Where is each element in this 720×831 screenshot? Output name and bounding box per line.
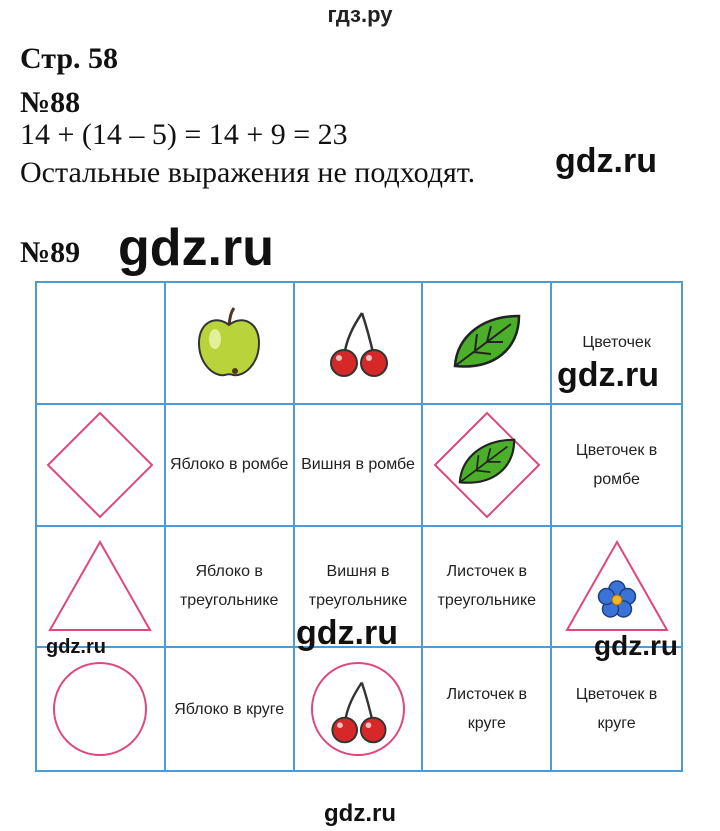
table-cell [552,405,681,527]
task-88-equation: 14 + (14 – 5) = 14 + 9 = 23 [20,118,348,151]
flower-in-triangle-icon [561,536,673,636]
table-cell [295,283,424,405]
table-cell [37,648,166,770]
triangle-icon [44,536,156,636]
cell-label: Листочек в треугольнике [437,563,537,610]
cell-label: Яблоко в треугольнике [179,563,279,610]
watermark: gdz.ru [46,636,106,658]
leaf-icon [447,308,527,378]
cell-label: Яблоко в ромбе [170,456,289,474]
watermark: gdz.ru [118,219,274,277]
table-cell [423,648,552,770]
table-cell [295,405,424,527]
cell-label: Цветочек [582,334,651,352]
table-cell [166,527,295,649]
table-cell [423,527,552,649]
watermark: gdz.ru [557,356,659,394]
circle-icon [48,657,152,761]
cell-label: Яблоко в круге [174,700,285,718]
cell-label: Цветочек в ромбе [575,441,658,488]
table-cell [423,405,552,527]
task-88-number: №88 [20,86,81,119]
cherry-icon [318,303,398,383]
table-cell [37,527,166,649]
task-88-note: Остальные выражения не подходят. [20,156,476,189]
leaf-in-rhombus-icon [431,409,543,521]
table-cell [552,648,681,770]
task-89-number: №89 [20,236,81,269]
cell-label: Листочек в круге [446,686,527,733]
table-cell [37,405,166,527]
page-label: Стр. 58 [20,42,119,75]
watermark: gdz.ru [296,614,398,652]
site-header: гдз.ру [327,2,393,27]
cherry-in-circle-icon [306,657,410,761]
table-cell [166,648,295,770]
table-cell [166,283,295,405]
rhombus-icon [44,409,156,521]
watermark: gdz.ru [555,142,657,180]
cell-label: Вишня в ромбе [301,456,415,474]
watermark: gdz.ru [594,630,678,661]
table-cell [423,283,552,405]
watermark: gdz.ru [324,800,396,827]
table-cell [295,648,424,770]
cell-label: Цветочек в круге [575,686,658,733]
apple-icon [189,303,269,383]
table-cell-empty [37,283,166,405]
table-cell [166,405,295,527]
answer-table [35,281,683,772]
cell-label: Вишня в треугольнике [308,563,408,610]
